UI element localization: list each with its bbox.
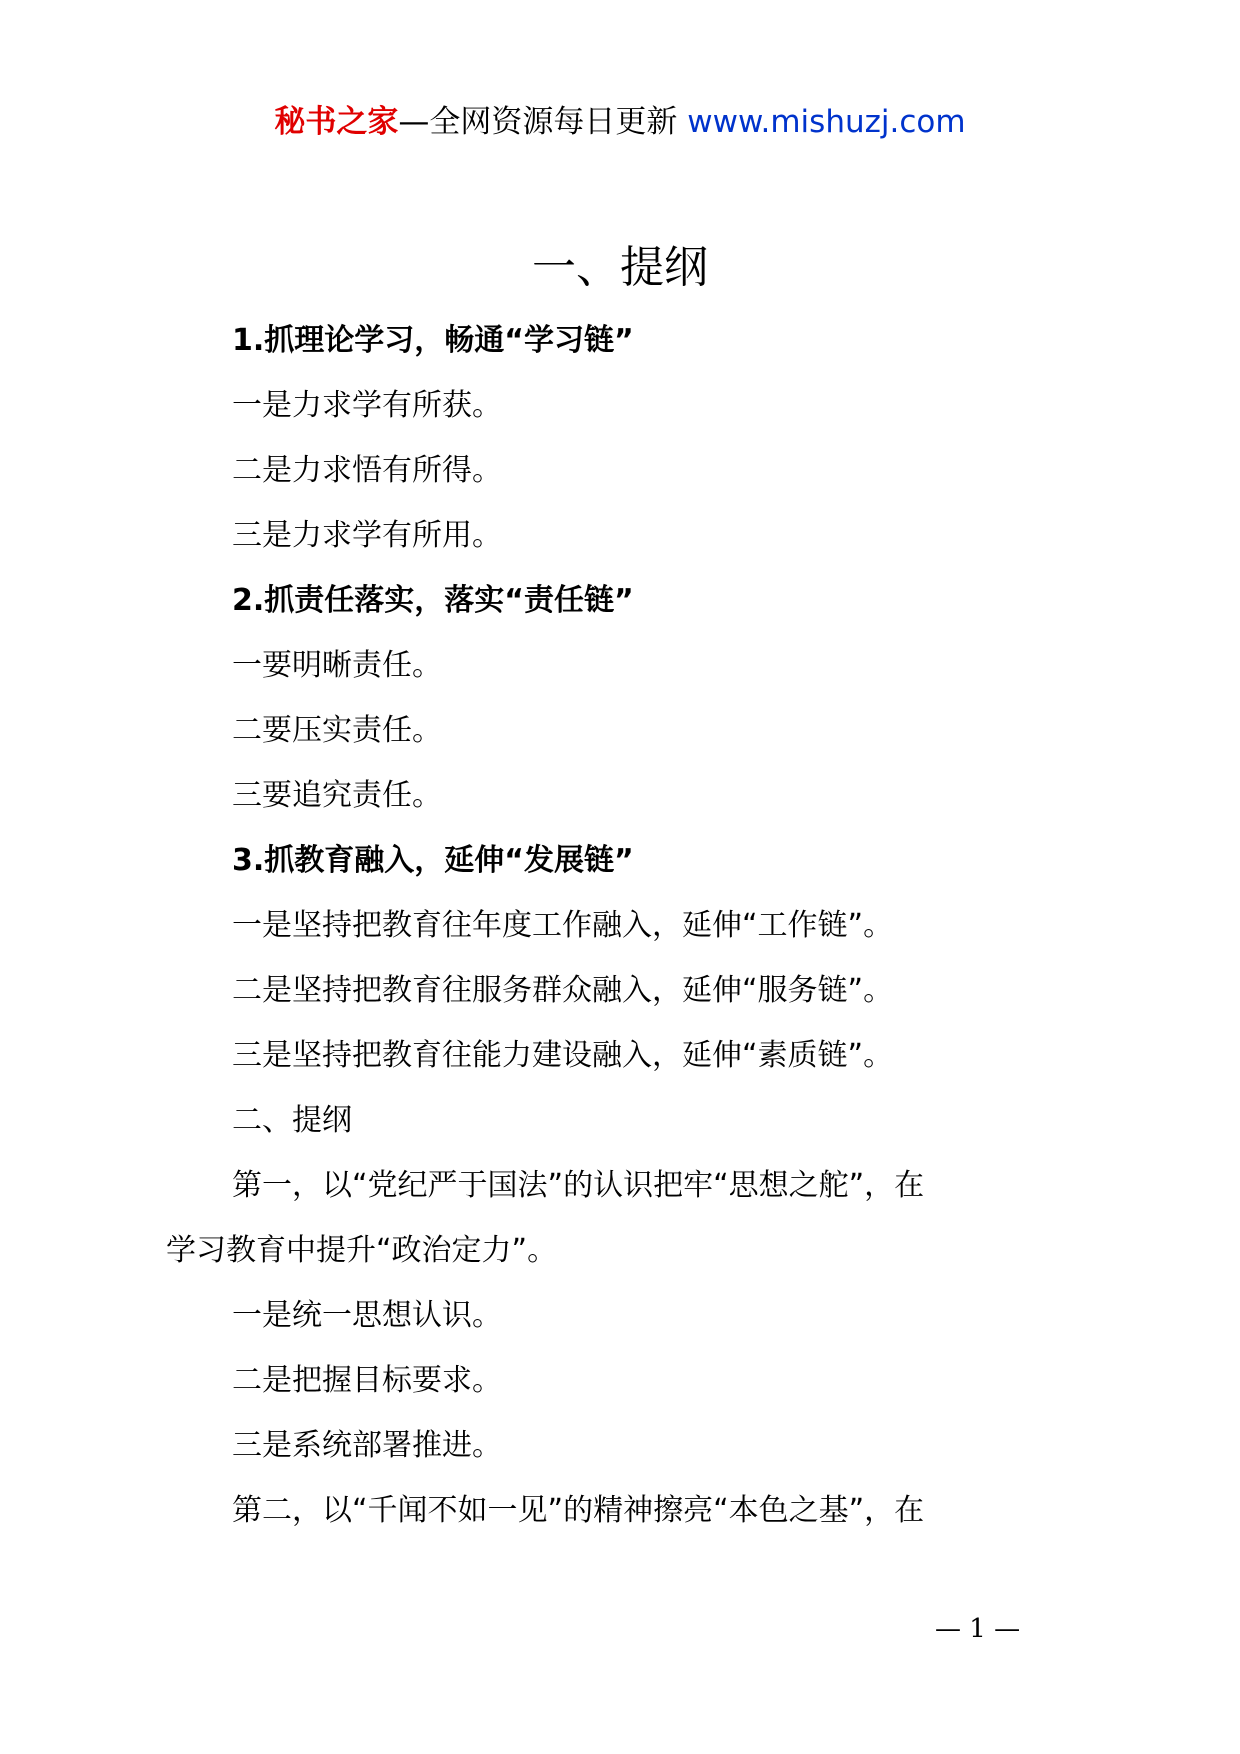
site-banner [0,102,1240,142]
body-line: 二、提纲 [232,1103,352,1138]
body-line: 三是系统部署推进。 [232,1428,502,1463]
body-line: 一是坚持把教育往年度工作融入，延伸“工作链”。 [232,908,894,943]
body-line: 三要追究责任。 [232,778,442,813]
body-line: 一要明晰责任。 [232,648,442,683]
document-title: 一、提纲 [532,242,708,293]
body-line: 3.抓教育融入，延伸“发展链” [232,843,634,878]
document-body [166,308,1086,1543]
banner-tagline: —全网资源每日更新 [398,104,688,140]
body-line: 三是坚持把教育往能力建设融入，延伸“素质链”。 [232,1038,894,1073]
page-number: — 1 — [935,1614,1021,1644]
body-line: 2.抓责任落实，落实“责任链” [232,583,634,618]
body-line: 一是力求学有所获。 [232,388,502,423]
body-line: 第一，以“党纪严于国法”的认识把牢“思想之舵”，在 [232,1168,925,1203]
banner-url-link[interactable]: www.mishuzj.com [687,104,966,140]
body-line: 1.抓理论学习，畅通“学习链” [232,323,634,358]
body-line: 第二，以“千闻不如一见”的精神擦亮“本色之基”，在 [232,1493,925,1528]
body-line: 二是力求悟有所得。 [232,453,502,488]
body-line: 二要压实责任。 [232,713,442,748]
banner-brand: 秘书之家 [274,104,399,140]
body-line: 一是统一思想认识。 [232,1298,502,1333]
body-line: 三是力求学有所用。 [232,518,502,553]
body-line: 学习教育中提升“政治定力”。 [166,1233,558,1268]
body-line: 二是坚持把教育往服务群众融入，延伸“服务链”。 [232,973,894,1008]
body-line: 二是把握目标要求。 [232,1363,502,1398]
